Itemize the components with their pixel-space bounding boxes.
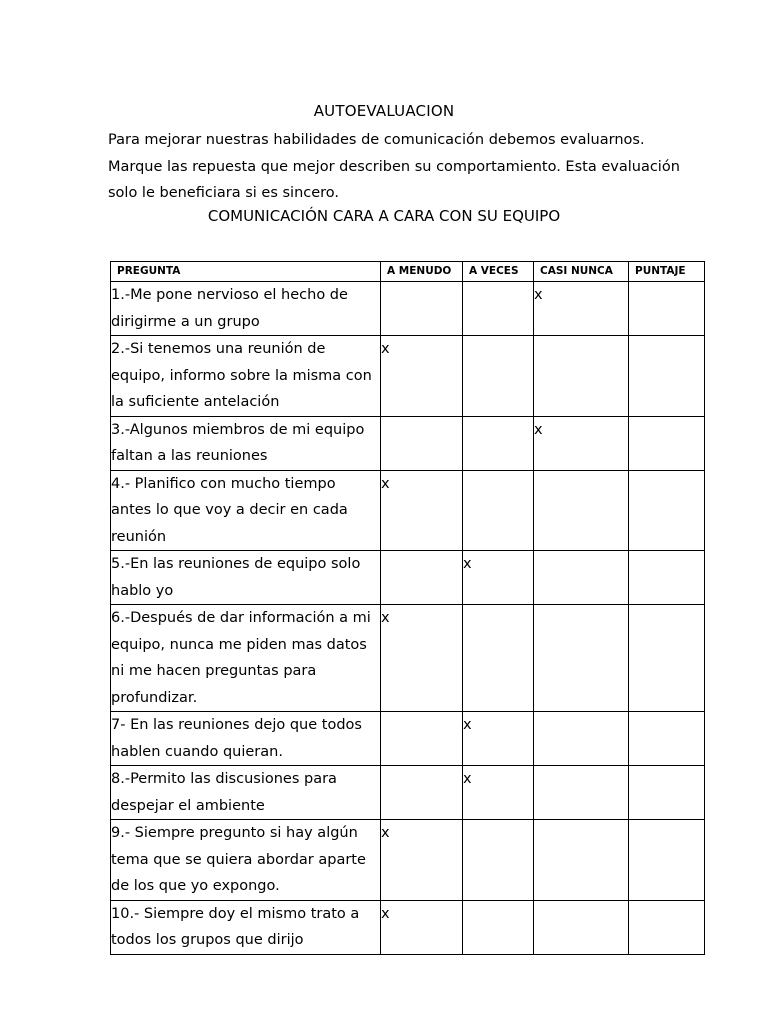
table-row (111, 470, 705, 551)
intro-line: solo le beneficiara si es sincero. (108, 185, 340, 201)
table-row (111, 605, 705, 712)
question-cell: 9.- Siempre pregunto si hay algún tema que se quiera abordar aparte de los que yo expongo. (111, 820, 381, 901)
a-veces-cell (463, 336, 534, 417)
puntaje-cell (629, 336, 705, 417)
a-menudo-cell (381, 712, 463, 766)
table-row (111, 900, 705, 954)
casi-nunca-cell: x (534, 416, 629, 470)
intro-paragraph (108, 127, 708, 207)
question-cell: 3.-Algunos miembros de mi equipo faltan a las reuniones (111, 416, 381, 470)
a-menudo-cell: x (381, 470, 463, 551)
puntaje-cell (629, 900, 705, 954)
header-a-menudo: A MENUDO (381, 262, 463, 282)
casi-nunca-cell (534, 820, 629, 901)
puntaje-cell (629, 712, 705, 766)
a-veces-cell: x (463, 766, 534, 820)
question-cell: 10.- Siempre doy el mismo trato a todos los grupos que dirijo (111, 900, 381, 954)
puntaje-cell (629, 820, 705, 901)
question-cell: 1.-Me pone nervioso el hecho de dirigirme a un grupo (111, 282, 381, 336)
table-row (111, 820, 705, 901)
a-veces-cell: x (463, 551, 534, 605)
puntaje-cell (629, 470, 705, 551)
header-a-veces: A VECES (463, 262, 534, 282)
intro-line: Para mejorar nuestras habilidades de comunicación debemos evaluarnos. (108, 132, 645, 148)
puntaje-cell (629, 766, 705, 820)
evaluation-table (110, 261, 705, 955)
a-veces-cell (463, 282, 534, 336)
table-row (111, 336, 705, 417)
casi-nunca-cell (534, 712, 629, 766)
document-title: AUTOEVALUACION (313, 102, 455, 120)
a-menudo-cell: x (381, 820, 463, 901)
question-cell: 7- En las reuniones dejo que todos hablen cuando quieran. (111, 712, 381, 766)
puntaje-cell (629, 416, 705, 470)
question-cell: 4.- Planifico con mucho tiempo antes lo que voy a decir en cada reunión (111, 470, 381, 551)
table-row (111, 712, 705, 766)
a-menudo-cell (381, 416, 463, 470)
question-cell: 2.-Si tenemos una reunión de equipo, informo sobre la misma con la suficiente antelación (111, 336, 381, 417)
header-puntaje: PUNTAJE (629, 262, 705, 282)
puntaje-cell (629, 282, 705, 336)
section-subtitle: COMUNICACIÓN CARA A CARA CON SU EQUIPO (207, 207, 561, 225)
question-cell: 8.-Permito las discusiones para despejar el ambiente (111, 766, 381, 820)
table-row (111, 416, 705, 470)
a-menudo-cell (381, 551, 463, 605)
puntaje-cell (629, 551, 705, 605)
header-casi-nunca: CASI NUNCA (534, 262, 629, 282)
table-row (111, 551, 705, 605)
casi-nunca-cell (534, 900, 629, 954)
casi-nunca-cell (534, 336, 629, 417)
a-menudo-cell (381, 766, 463, 820)
casi-nunca-cell (534, 766, 629, 820)
a-veces-cell (463, 416, 534, 470)
a-menudo-cell: x (381, 900, 463, 954)
table-row (111, 282, 705, 336)
header-pregunta: PREGUNTA (111, 262, 381, 282)
question-cell: 5.-En las reuniones de equipo solo hablo yo (111, 551, 381, 605)
question-cell: 6.-Después de dar información a mi equipo, nunca me piden mas datos ni me hacen preguntas para profundizar. (111, 605, 381, 712)
a-veces-cell: x (463, 712, 534, 766)
a-menudo-cell: x (381, 336, 463, 417)
intro-line: Marque las repuesta que mejor describen su comportamiento. Esta evaluación (108, 158, 680, 175)
a-veces-cell (463, 605, 534, 712)
a-menudo-cell: x (381, 605, 463, 712)
puntaje-cell (629, 605, 705, 712)
a-veces-cell (463, 900, 534, 954)
table-header-row (111, 262, 705, 282)
table-row (111, 766, 705, 820)
a-menudo-cell (381, 282, 463, 336)
casi-nunca-cell (534, 470, 629, 551)
a-veces-cell (463, 470, 534, 551)
casi-nunca-cell (534, 551, 629, 605)
casi-nunca-cell: x (534, 282, 629, 336)
casi-nunca-cell (534, 605, 629, 712)
a-veces-cell (463, 820, 534, 901)
